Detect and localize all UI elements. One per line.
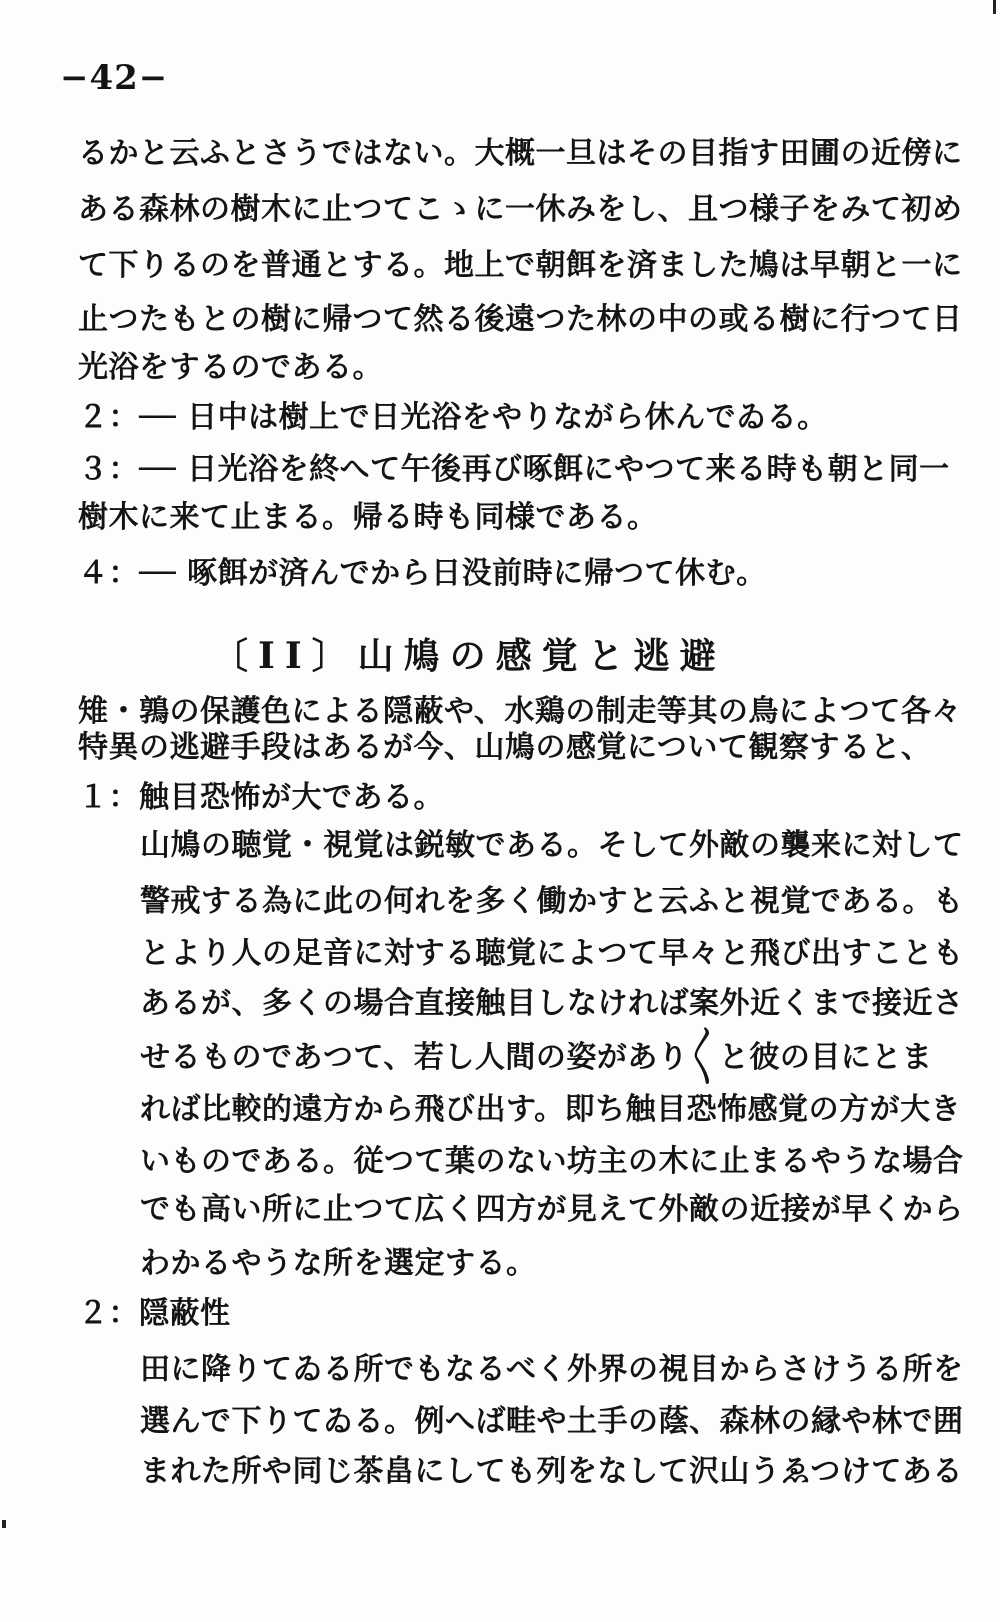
item-2-line: 選んで下りてゐる。例へば畦や土手の蔭、森林の縁や林で囲 [140, 1404, 964, 1439]
list-item-2: ２：── 日中は樹上で日光浴をやりながら休んでゐる。 [78, 400, 828, 435]
scan-edge-mark [993, 0, 996, 14]
intro-line: 特異の逃避手段はあるが今、山鳩の感覚について観察すると、 [78, 730, 932, 765]
item-1-line: 警戒する為に此の何れを多く働かすと云ふと視覚である。も [140, 884, 964, 919]
item-1-line: でも高い所に止つて広く四方が見えて外敵の近接が早くから [140, 1192, 964, 1227]
item-1-line: れば比較的遠方から飛び出す。即ち触目恐怖感覚の方が大き [140, 1092, 962, 1127]
item-1-line: いものである。従つて葉のない坊主の木に止まるやうな場合 [140, 1144, 964, 1179]
item-1-line: せるものであつて、若し人間の姿があり〱と彼の目にとま [140, 1040, 933, 1075]
text-line: 樹木に来て止まる。帰る時も同様である。 [78, 500, 658, 535]
page-number: −42− [60, 58, 169, 98]
section-heading: 〔II〕山鳩の感覚と逃避 [212, 635, 726, 677]
item-2-line: 田に降りてゐる所でもなるべく外界の視目からさけうる所を [140, 1352, 964, 1387]
item-2-line: まれた所や同じ茶畠にしても列をなして沢山うゑつけてある [140, 1454, 963, 1489]
item-1-line: わかるやうな所を選定する。 [140, 1246, 537, 1281]
item-2-title: ２：隠蔽性 [78, 1296, 231, 1331]
intro-line: 雉・鶉の保護色による隠蔽や、水鶏の制走等其の鳥によつて各々 [78, 694, 962, 729]
scan-edge-mark [2, 1520, 6, 1528]
item-1-line: 山鳩の聴覚・視覚は鋭敏である。そして外敵の襲来に対して [140, 828, 964, 863]
list-item-4: ４：── 啄餌が済んでから日没前時に帰つて休む。 [78, 556, 767, 591]
item-1-line: とより人の足音に対する聴覚によつて早々と飛び出すことも [140, 936, 964, 971]
text-line: て下りるのを普通とする。地上で朝餌を済ました鳩は早朝と一に [78, 248, 963, 283]
list-item-3: ３：── 日光浴を終へて午後再び啄餌にやつて来る時も朝と同一 [78, 452, 950, 487]
item-1-line: あるが、多くの場合直接触目しなければ案外近くまで接近さ [140, 986, 964, 1021]
item-1-title: １：触目恐怖が大である。 [78, 780, 444, 815]
text-line: ある森林の樹木に止つてこゝに一休みをし、且つ様子をみて初め [78, 192, 963, 227]
text-line: 光浴をするのである。 [78, 350, 383, 385]
text-line: るかと云ふとさうではない。大概一旦はその目指す田圃の近傍に [78, 136, 963, 171]
text-line: 止つたもとの樹に帰つて然る後遠つた林の中の或る樹に行つて日 [78, 302, 963, 337]
